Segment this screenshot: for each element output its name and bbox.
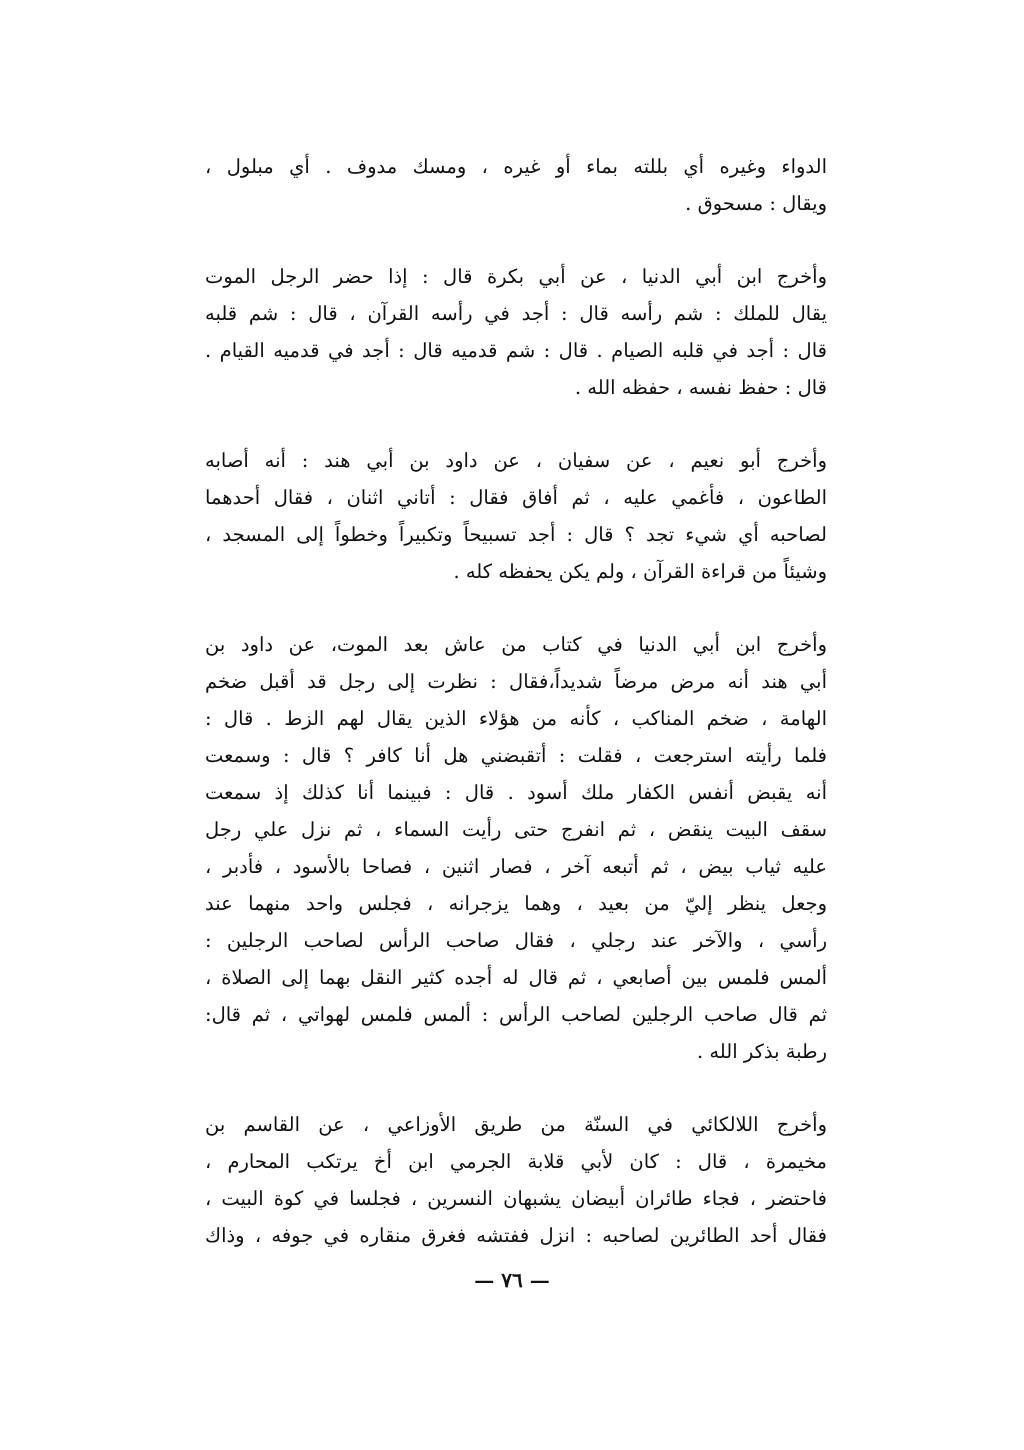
text-line: فلما رأيته استرجعت ، فقلت : أتقبضني هل أنا كافر ؟ قال : وسمعت <box>205 744 827 767</box>
text-line: الدواء وغيره أي بللته بماء أو غيره ، ومسك مدوف . أي مبلول ، <box>205 155 827 178</box>
text-line: وأخرج أبو نعيم ، عن سفيان ، عن داود بن أبي هند : أنه أصابه <box>205 449 827 472</box>
text-line: قال : حفظ نفسه ، حفظه الله . <box>574 376 827 399</box>
paragraph <box>205 148 827 222</box>
text-line: سقف البيت ينقض ، ثم انفرج حتى رأيت السماء ، ثم نزل علي رجل <box>205 818 827 841</box>
text-line: أنه يقبض أنفس الكفار ملك أسود . قال : فبينما أنا كذلك إذ سمعت <box>205 781 827 804</box>
text-line: لصاحبه أي شيء تجد ؟ قال : أجد تسبيحاً وتكبيراً وخطواً إلى المسجد ، <box>205 523 827 546</box>
text-line: أبي هند أنه مرض مرضاً شديداً،فقال : نظرت إلى رجل قد أقبل ضخم <box>205 670 827 693</box>
paragraph <box>205 258 827 406</box>
text-line: وشيئاً من قراءة القرآن ، ولم يكن يحفظه كله . <box>453 560 827 583</box>
text-line: رطبة بذكر الله . <box>696 1040 827 1063</box>
paragraph <box>205 626 827 1070</box>
text-line: فقال أحد الطائرين لصاحبه : انزل ففتشه فغرق منقاره في جوفه ، وذاك <box>205 1224 827 1247</box>
text-line: رأسي ، والآخر عند رجلي ، فقال صاحب الرأس لصاحب الرجلين : <box>205 929 827 952</box>
text-line: قال : أجد في قلبه الصيام . قال : شم قدميه قال : أجد في قدميه القيام . <box>205 339 827 362</box>
text-line: الطاعون ، فأغمي عليه ، ثم أفاق فقال : أتاني اثنان ، فقال أحدهما <box>205 486 827 509</box>
page-number: — ٧٦ — <box>474 1268 550 1292</box>
page-body <box>205 148 827 1290</box>
text-line: يقال للملك : شم رأسه قال : أجد في رأسه القرآن ، قال : شم قلبه <box>205 302 827 325</box>
text-line: عليه ثياب بيض ، ثم أتبعه آخر ، فصار اثنين ، فصاحا بالأسود ، فأدبر ، <box>205 855 827 878</box>
text-line: ثم قال صاحب الرجلين لصاحب الرأس : ألمس فلمس لهواتي ، ثم قال: <box>205 1003 827 1026</box>
text-line: وأخرج ابن أبي الدنيا ، عن أبي بكرة قال : إذا حضر الرجل الموت <box>205 265 827 288</box>
text-line: مخيمرة ، قال : كان لأبي قلابة الجرمي ابن أخ يرتكب المحارم ، <box>205 1150 827 1173</box>
paragraph <box>205 1106 827 1254</box>
text-line: وأخرج ابن أبي الدنيا في كتاب من عاش بعد الموت، عن داود بن <box>205 633 827 656</box>
paragraph <box>205 442 827 590</box>
text-line: وجعل ينظر إليّ من بعيد ، وهما يزجرانه ، فجلس واحد منهما عند <box>205 892 827 915</box>
text-line: ويقال : مسحوق . <box>685 192 827 215</box>
text-line: فاحتضر ، فجاء طائران أبيضان يشبهان النسرين ، فجلسا في كوة البيت ، <box>205 1187 827 1210</box>
text-line: وأخرج اللالكائي في السنّة من طريق الأوزاعي ، عن القاسم بن <box>205 1113 827 1136</box>
text-line: الهامة ، ضخم المناكب ، كأنه من هؤلاء الذين يقال لهم الزط . قال : <box>205 707 827 730</box>
text-line: ألمس فلمس بين أصابعي ، ثم قال له أجده كثير النقل بهما إلى الصلاة ، <box>205 966 827 989</box>
